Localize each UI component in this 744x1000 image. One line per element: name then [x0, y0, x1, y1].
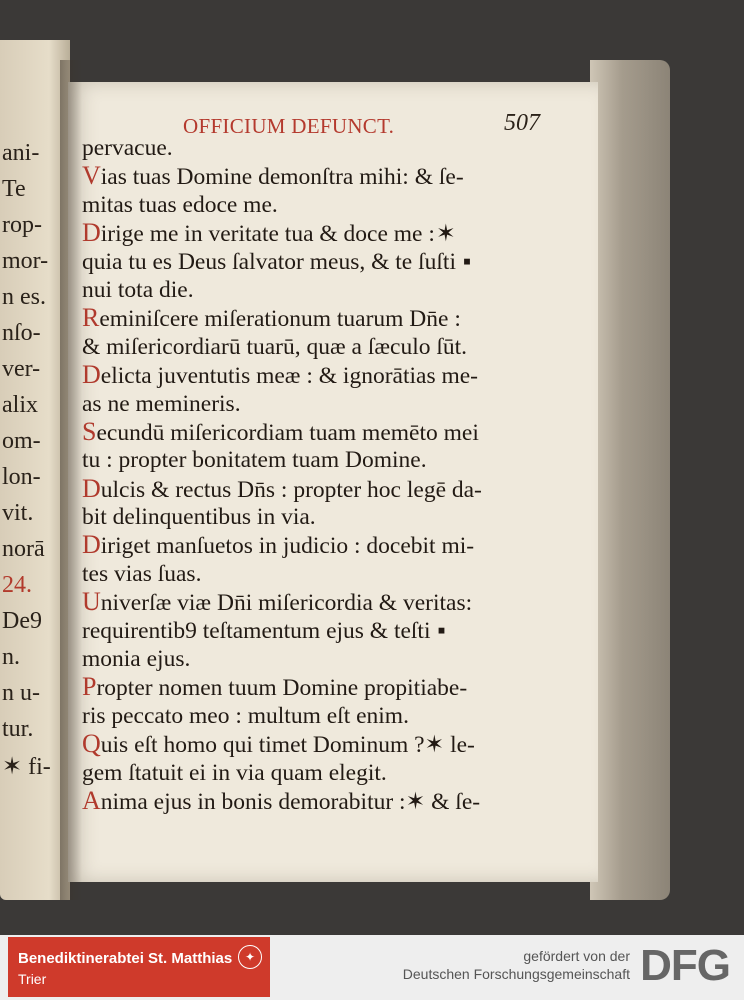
rubric-initial: S — [82, 416, 97, 446]
funding-line-2: Deutschen Forschungsgemeinschaft — [402, 966, 630, 982]
text-line — [82, 304, 534, 332]
left-page-fragment: n. — [2, 644, 20, 670]
left-page-fragment: tur. — [2, 716, 34, 742]
text-line — [82, 191, 534, 219]
left-page-fragment: rop- — [2, 212, 42, 238]
line-text: eminiſcere miſerationum tuarum Dn̄e : — [99, 306, 461, 333]
rubric-initial: D — [82, 218, 101, 248]
text-line — [82, 759, 534, 787]
text-line — [82, 588, 534, 616]
rubric-initial: V — [82, 161, 101, 191]
text-line — [82, 248, 534, 276]
text-line — [82, 475, 534, 503]
text-line — [82, 162, 534, 190]
line-text: monia ejus. — [82, 646, 191, 673]
left-page-fragment: n es. — [2, 284, 46, 310]
verse-marker: ▪ — [462, 248, 472, 275]
book-edge — [590, 60, 670, 900]
left-page-fragment: ver- — [2, 356, 41, 382]
text-line — [82, 219, 534, 247]
line-text: irige me in veritate tua & doce me : — [100, 221, 435, 248]
text-line — [82, 134, 534, 162]
left-page-fragment: Te — [2, 176, 26, 202]
left-page-fragment: De9 — [2, 608, 42, 634]
line-text: pervacue. — [82, 135, 173, 161]
line-text: nima ejus in bonis demorabitur :✶ & ſe- — [100, 788, 481, 815]
text-line — [82, 560, 534, 588]
line-text: ulcis & rectus Dn̄s : propter hoc legē da- — [100, 476, 482, 503]
text-line — [82, 702, 534, 730]
text-line — [82, 390, 534, 418]
page-number: 507 — [504, 110, 540, 136]
text-line — [82, 276, 534, 304]
text-line — [82, 645, 534, 673]
left-page-fragment: norā — [2, 536, 45, 562]
spine-shadow — [60, 60, 82, 900]
text-line — [82, 446, 534, 474]
line-text: ropter nomen tuum Domine propitiabe- — [96, 675, 468, 702]
left-page-fragment: alix — [2, 392, 38, 418]
left-page-fragment: om- — [2, 428, 41, 454]
text-line — [82, 673, 534, 701]
footer-banner — [0, 935, 744, 1000]
rubric-initial: R — [82, 303, 100, 333]
funding-line-1: gefördert von der — [523, 948, 630, 964]
line-text: requirentib9 teſtamentum ejus & teſti — [82, 617, 431, 644]
line-text: bit delinquentibus in via. — [82, 504, 316, 531]
text-line — [82, 333, 534, 361]
line-text: tu : propter bonitatem tuam Domine. — [82, 447, 427, 474]
institution-name: Benediktinerabtei St. Matthias — [18, 950, 233, 967]
institution-city: Trier — [18, 971, 47, 987]
text-line — [82, 361, 534, 389]
verse-marker: ▪ — [437, 617, 446, 644]
line-text: as ne memineris. — [82, 390, 241, 417]
line-text: ris peccato meo : multum eſt enim. — [82, 702, 409, 729]
text-line — [82, 617, 534, 645]
left-page-fragment: 24. — [2, 572, 32, 598]
line-text: gem ſtatuit ei in via quam elegit. — [82, 759, 387, 786]
right-page — [68, 82, 598, 882]
line-text: ias tuas Domine demonſtra mihi: & ſe- — [100, 164, 464, 191]
page-text — [82, 134, 534, 815]
line-text: & miſericordiarū tuarū, quæ a ſæculo ſūt. — [82, 333, 468, 360]
left-page-fragment: nſo- — [2, 320, 41, 346]
rubric-initial: A — [82, 785, 101, 815]
left-page-fragment: ✶ fi- — [2, 754, 51, 780]
line-text: ecundū miſericordiam tuam memēto mei — [96, 419, 479, 446]
line-text: iriget manſuetos in judicio : docebit mi- — [100, 533, 475, 560]
page-header-title: OFFICIUM DEFUNCT. — [183, 114, 395, 138]
left-page-fragment: ani- — [2, 140, 40, 166]
left-page-fragment: lon- — [2, 464, 41, 490]
rubric-initial: U — [82, 587, 101, 617]
verse-marker: ✶ — [436, 221, 456, 248]
rubric-initial: D — [82, 360, 101, 390]
text-line — [82, 418, 534, 446]
line-text: tes vias ſuas. — [82, 560, 202, 587]
text-line — [82, 730, 534, 758]
rubric-initial: D — [82, 473, 101, 503]
line-text: nui tota die. — [82, 276, 194, 303]
line-text: mitas tuas edoce me. — [82, 191, 278, 218]
line-text: quia tu es Deus ſalvator meus, & te ſuſti — [82, 248, 456, 275]
left-page-fragment: n u- — [2, 680, 40, 706]
rubric-initial: Q — [82, 729, 101, 759]
line-text: elicta juventutis meæ : & ignorātias me- — [100, 363, 478, 390]
left-page-fragment: vit. — [2, 500, 34, 526]
line-text: uis eſt homo qui timet Dominum ?✶ le- — [100, 732, 475, 759]
institution-logo-icon: ✦ — [238, 945, 262, 969]
text-line — [82, 787, 534, 815]
left-page-fragment: mor- — [2, 248, 49, 274]
text-line — [82, 503, 534, 531]
line-text: niverſæ viæ Dn̄i miſericordia & veritas: — [100, 590, 473, 617]
funding-notice — [403, 947, 630, 983]
rubric-initial: P — [82, 672, 97, 702]
rubric-initial: D — [82, 530, 101, 560]
institution-badge[interactable] — [8, 937, 270, 997]
dfg-logo[interactable]: DFG — [640, 941, 730, 990]
text-line — [82, 531, 534, 559]
